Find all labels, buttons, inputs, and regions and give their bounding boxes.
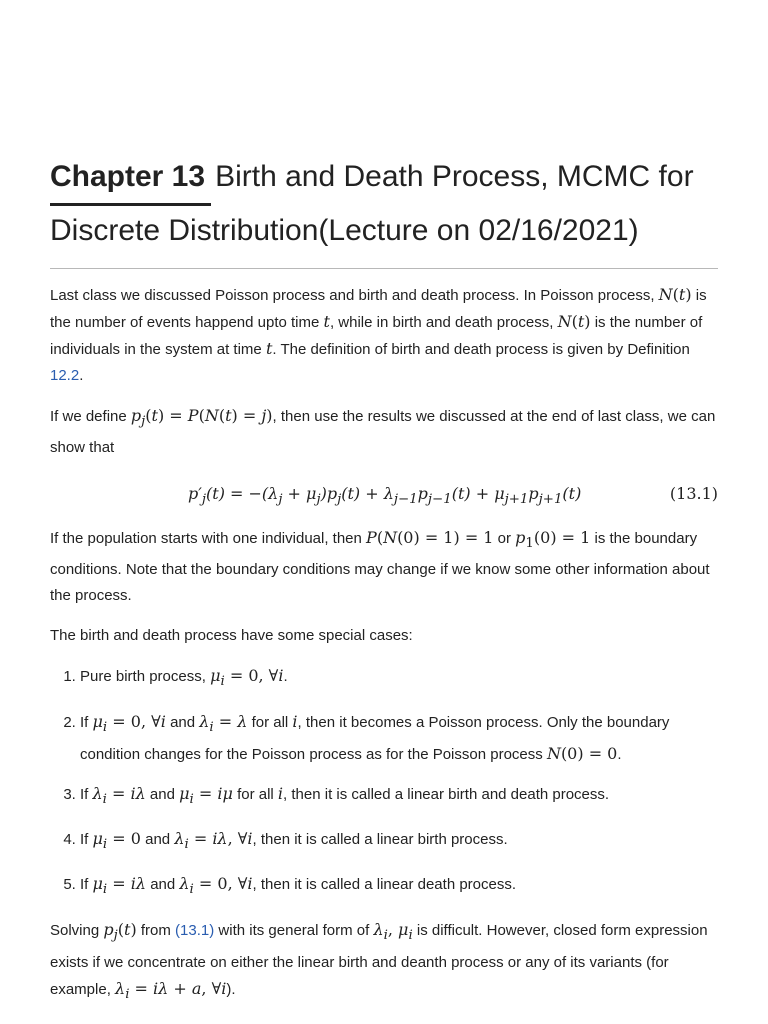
math-N-of-t: N — [658, 285, 673, 304]
equation-13-1 — [50, 475, 722, 515]
chapter-title — [50, 150, 718, 258]
list-item: 4. If $\mu_i = 0$ and $\lambda_i = i\lambda$, ∀i, then it is called a linear birth process. — [80, 826, 722, 858]
equation-link[interactable]: (13.1) — [175, 922, 215, 940]
chapter-header — [50, 150, 718, 269]
math-t: t — [323, 312, 330, 331]
list-item: 3. If $\lambda_i = i\lambda$ and $\mu_i = i\mu$ for all i, then it is called a linear birth and death process. — [80, 781, 722, 813]
math-t: t — [265, 339, 273, 358]
math-pj-definition: $p_j(t) = P(N(t) = j)$ — [130, 406, 273, 430]
special-cases-intro: The birth and death process have some special cases: — [50, 627, 413, 645]
chapter-number: Chapter 13 — [50, 150, 205, 204]
boundary-paragraph: If the population starts with one individual, then P(N(0) = 1) = 1 or $p_1(0) = 1$ is the boundary conditions. Note that the boundary conditions may change if we know some other information about the process. — [50, 528, 710, 605]
list-item: 5. If $\mu_i = i\lambda$ and $\lambda_i = 0$, ∀i, then it is called a linear death process. — [80, 871, 722, 903]
equation-number: (13.1) — [669, 484, 718, 504]
equation-body: $p'_j(t) = -(\lambda_j + \mu_j)p_j(t) + \lambda_{j-1}p_{j-1}(t) + \mu_{j+1}p_{j+1}(t)$ — [188, 484, 582, 508]
math-boundary-1: P(N(0) = 1) = 1 — [366, 528, 494, 548]
main-content — [50, 282, 722, 1022]
special-cases-list — [50, 663, 722, 903]
list-item: 1. Pure birth process, $\mu_i = 0$, ∀i. — [80, 663, 722, 695]
math-boundary-2: $p_1(0) = 1$ — [515, 528, 591, 552]
intro-paragraph: Last class we discussed Poisson process and birth and death process. In Poisson process, N(t) is the number of events happend upto time t, while in birth and death process, N(t) is the number of individuals in the system at time t. The definition of birth and death process is given by Definition 12.2. — [50, 285, 707, 384]
math-N-of-t: N — [557, 312, 572, 331]
define-paragraph: If we define $p_j(t) = P(N(t) = j)$, then use the results we discussed at the end of last class, we can show that — [50, 406, 716, 457]
list-item: 2. If $\mu_i = 0$, ∀i and $\lambda_i = \lambda$ for all i, then it becomes a Poisson process. Only the boundary condition changes for the Poisson process as for the Poisson process N(0) = 0. — [80, 709, 722, 768]
chapter-number-underline — [50, 203, 211, 206]
chapter-name: Birth and Death Process, MCMC for Discrete Distribution(Lecture on 02/16/2021) — [50, 160, 694, 247]
solving-paragraph: Solving $p_j(t)$ from (13.1) with its general form of $\lambda_i$, $\mu_i$ is difficult. However, closed form expression exists if we concentrate on either the linear birth and deanth process or any of its variants (for example, $\lambda_i = i\lambda + a$, ∀i). — [50, 920, 708, 1002]
definition-link[interactable]: 12.2 — [50, 367, 80, 384]
